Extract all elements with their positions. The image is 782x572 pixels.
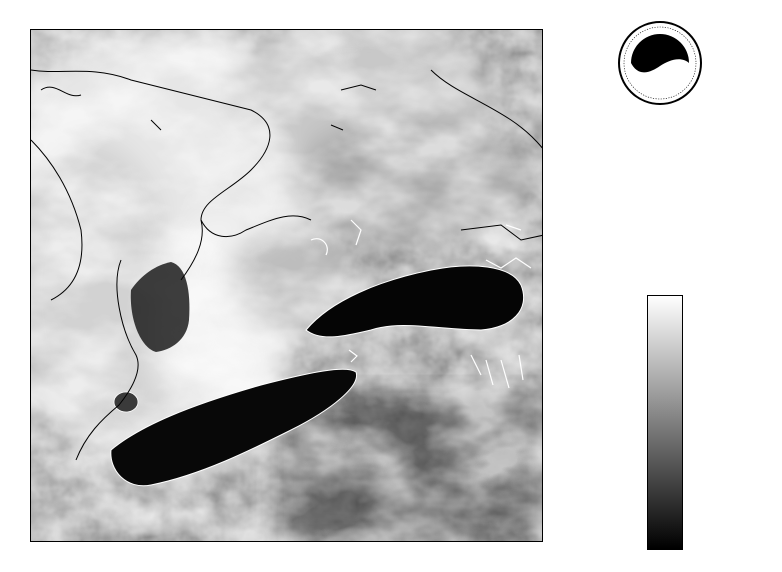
reflectance-colorbar: [647, 295, 683, 550]
satellite-map: [31, 30, 543, 542]
satellite-image: [30, 29, 543, 542]
noaa-logo: [617, 20, 703, 106]
